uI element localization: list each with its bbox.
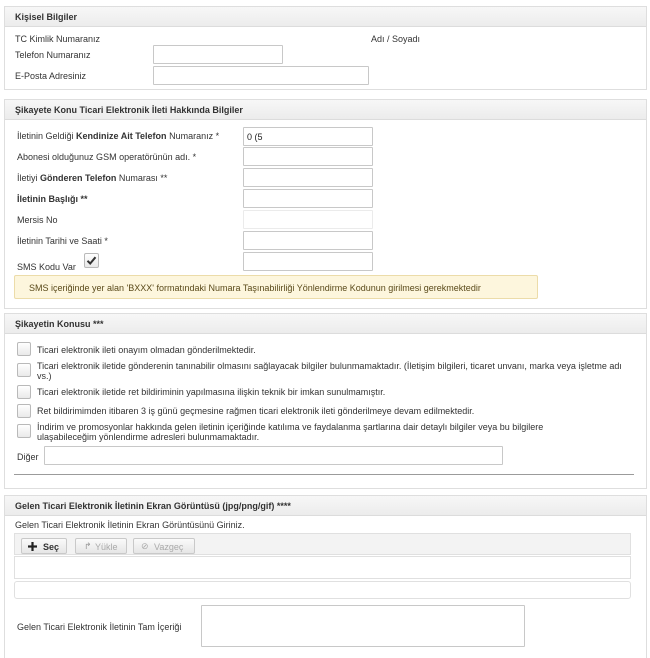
upload-button[interactable]: [75, 538, 127, 554]
subject-input[interactable]: [243, 189, 373, 208]
complaint-option-1-label: Ticari elektronik ileti onayım olmadan gönderilmektedir.: [37, 345, 256, 355]
message-info-header: [5, 100, 646, 120]
own-phone-input[interactable]: [243, 127, 373, 146]
complaint-option-2-label: Ticari elektronik iletide gönderenin tanınabilir olmasını sağlayacak bilgiler bulunmamaktadır. (İletişim bilgileri, ticaret unvanı, marka veya işletme adı vs.): [37, 361, 622, 381]
complaint-option-1-checkbox[interactable]: [17, 342, 31, 356]
upload-arrow-icon: ↱: [84, 541, 92, 551]
choose-file-button[interactable]: [21, 538, 67, 554]
complaint-option-3-label: Ticari elektronik iletide ret bildiriminin yapılmasına ilişkin teknik bir imkan sunulmamıştır.: [37, 387, 386, 397]
sms-code-input[interactable]: [243, 252, 373, 271]
full-content-textarea[interactable]: [201, 605, 525, 647]
complaint-title: Şikayetin Konusu ***: [15, 319, 104, 329]
file-upload-content-area[interactable]: [14, 556, 631, 579]
sender-phone-label: İletiyi Gönderen Telefon Numarası **: [17, 173, 168, 183]
full-content-label: Gelen Ticari Elektronik İletinin Tam İçeriği: [17, 622, 182, 632]
complaint-option-2-checkbox[interactable]: [17, 363, 31, 377]
mersis-input[interactable]: [243, 210, 373, 229]
choose-file-label: Seç: [43, 542, 60, 552]
own-phone-label: İletinin Geldiği Kendinize Ait Telefon Numaranız *: [17, 131, 220, 141]
email-label: E-Posta Adresiniz: [15, 71, 87, 81]
checkmark-icon: [85, 254, 98, 267]
personal-info-title: Kişisel Bilgiler: [15, 12, 78, 22]
sender-phone-input[interactable]: [243, 168, 373, 187]
other-input[interactable]: [44, 446, 503, 465]
upload-label: Yükle: [95, 542, 118, 552]
cancel-upload-label: Vazgeç: [154, 542, 184, 552]
phone-label: Telefon Numaranız: [15, 50, 91, 60]
screenshot-instruction: Gelen Ticari Elektronik İletinin Ekran Görüntüsünü Giriniz.: [15, 520, 245, 530]
email-input[interactable]: [153, 66, 369, 85]
file-upload-progress-area: [14, 581, 631, 599]
screenshot-header: [5, 496, 646, 516]
plus-icon: [28, 542, 37, 551]
sms-code-label: SMS Kodu Var: [17, 262, 76, 272]
sms-code-info-text: SMS içeriğinde yer alan 'BXXX' formatındaki Numara Taşınabilirliği Yönlendirme Kodunun girilmesi gerekmektedir: [29, 283, 481, 293]
sms-code-checkbox[interactable]: [84, 253, 99, 268]
complaint-divider: [14, 474, 634, 475]
operator-input[interactable]: [243, 147, 373, 166]
cancel-circle-icon: ⊘: [141, 541, 149, 551]
complaint-option-5-label: İndirim ve promosyonlar hakkında gelen iletinin içeriğinde katılıma ve faydalanma şartlarına dair detaylı bilgiler veya bu bilgilere ulaşabileceğim yönlendirme adresleri bulunmamaktadır.: [37, 422, 544, 442]
screenshot-title: Gelen Ticari Elektronik İletinin Ekran Görüntüsü (jpg/png/gif) ****: [15, 501, 291, 511]
mersis-label: Mersis No: [17, 215, 58, 225]
phone-input[interactable]: [153, 45, 283, 64]
tc-label: TC Kimlik Numaranız: [15, 34, 101, 44]
datetime-input[interactable]: [243, 231, 373, 250]
operator-label: Abonesi olduğunuz GSM operatörünün adı. *: [17, 152, 197, 162]
datetime-label: İletinin Tarihi ve Saati *: [17, 236, 108, 246]
complaint-header: [5, 314, 646, 334]
complaint-option-5-checkbox[interactable]: [17, 424, 31, 438]
sms-code-info-box: [14, 275, 538, 299]
name-label: Adı / Soyadı: [371, 34, 421, 44]
complaint-option-3-checkbox[interactable]: [17, 385, 31, 399]
personal-info-header: [5, 7, 646, 27]
message-info-title: Şikayete Konu Ticari Elektronik İleti Hakkında Bilgiler: [15, 105, 243, 115]
complaint-option-4-checkbox[interactable]: [17, 404, 31, 418]
cancel-upload-button[interactable]: [133, 538, 195, 554]
complaint-option-4-label: Ret bildirimimden itibaren 3 iş günü geçmesine rağmen ticari elektronik ileti gönderilmeye devam edilmektedir.: [37, 406, 475, 416]
subject-label: İletinin Başlığı **: [17, 194, 88, 204]
other-label: Diğer: [17, 452, 39, 462]
